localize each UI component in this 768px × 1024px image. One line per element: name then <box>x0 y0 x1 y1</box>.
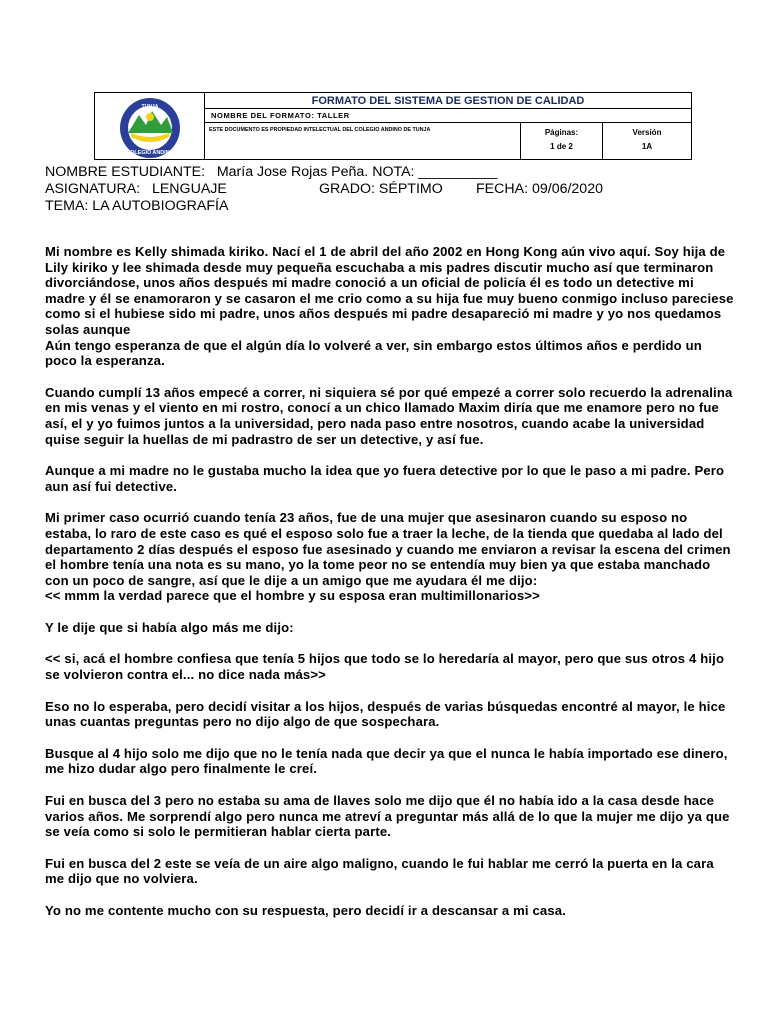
header-info-row <box>205 123 691 159</box>
paragraph: Cuando cumplí 13 años empecé a correr, ni siquiera sé por qué empezé a correr solo recuerdo la adrenalina en mis venas y el viento en mi rostro, conocí a un chico llamado Maxim diría que me enamore pero no fue así, el y yo fuimos juntos a la universidad, pero nada paso entre nosotros, cuando acabe la universidad quise seguir la huellas de mi padrastro de ser un detective, y así fue. <box>45 384 733 447</box>
subject-label: ASIGNATURA: LENGUAJE <box>45 181 227 197</box>
pages-cell <box>521 123 603 159</box>
school-logo-icon <box>109 97 191 159</box>
pages-label: Páginas: <box>544 128 579 137</box>
paragraph: Fui en busca del 2 este se veía de un aire algo maligno, cuando le fui hablar me cerró la puerta en la cara me dijo que no volviera. <box>45 855 714 887</box>
logo-top-text: TUNJA <box>141 104 159 110</box>
version-value: 1A <box>641 142 653 151</box>
header-title: FORMATO DEL SISTEMA DE GESTION DE CALIDAD <box>205 93 691 109</box>
logo-bottom-text: COLEGIO ANDINO <box>126 150 174 156</box>
paragraph: Y le dije que si había algo más me dijo: <box>45 619 294 635</box>
property-notice: ESTE DOCUMENTO ES PROPIEDAD INTELECTUAL DEL COLEGIO ANDINO DE TUNJA <box>205 123 521 159</box>
paragraph: Busque al 4 hijo solo me dijo que no le tenía nada que decir ya que el nunca le había importado ese dinero, me hizo dudar algo pero finalmente le creí. <box>45 745 728 777</box>
paragraph: Aún tengo esperanza de que el algún día lo volveré a ver, sin embargo estos últimos años e perdido un poco la esperanza. <box>45 337 702 369</box>
subject-grade-date-line <box>45 181 603 198</box>
format-name: NOMBRE DEL FORMATO: TALLER <box>205 109 691 123</box>
version-label: Versión <box>632 128 662 137</box>
header-table <box>94 92 692 160</box>
paragraph: Yo no me contente mucho con su respuesta, pero decidí ir a descansar a mi casa. <box>45 903 566 918</box>
paragraph: << si, acá el hombre confiesa que tenía 5 hijos que todo se lo heredaría al mayor, pero que sus otros 4 hijo se volvieron contra el... no dice nada más>> <box>45 651 725 683</box>
paragraph: Mi nombre es Kelly shimada kiriko. Nací el 1 de abril del año 2002 en Hong Kong aún vivo aquí. Soy hija de Lily kiriko y lee shimada desde muy pequeña escuchaba a mis padres discutir mucho así que terminaron divorciándose, unos años después mi madre conoció a un oficial de policía él es todo un detective mi madre y él se enamoraron y se casaron el me crio como a su hija fue muy bueno conmigo incluso pareciese como si el hubiese sido mi padre, unos años después mi padre desapareció mi madre y yo nos quedamos solas aunque <box>45 244 734 337</box>
topic-line: TEMA: LA AUTOBIOGRAFÍA <box>45 198 229 214</box>
pages-value: 1 de 2 <box>550 142 573 151</box>
paragraph: << mmm la verdad parece que el hombre y su esposa eran multimillonarios>> <box>45 588 540 604</box>
logo-cell <box>95 93 205 159</box>
version-cell <box>603 123 691 162</box>
paragraph: Aunque a mi madre no le gustaba mucho la idea que yo fuera detective por lo que le paso a mi padre. Pero aun así fui detective. <box>45 463 725 494</box>
paragraph: Fui en busca del 3 pero no estaba su ama de llaves solo me dijo que él no había ido a la casa desde hace varios años. Me sorprendí algo pero nunca me atreví a preguntar más allá de lo que la mujer me dijo ya que se veía como si solo le permitieran hablar cierta parte. <box>45 793 730 840</box>
autobiography-text <box>45 244 735 935</box>
date-label: FECHA: 09/06/2020 <box>476 181 603 197</box>
student-name-line: NOMBRE ESTUDIANTE: María Jose Rojas Peña. NOTA: __________ <box>45 164 498 180</box>
grade-label: GRADO: SÉPTIMO <box>319 181 443 197</box>
paragraph: Eso no lo esperaba, pero decidí visitar a los hijos, después de varias búsquedas encontré al mayor, le hice unas cuantas preguntas pero no dijo algo de que sospechara. <box>45 698 726 730</box>
paragraph: Mi primer caso ocurrió cuando tenía 23 años, fue de una mujer que asesinaron cuando su esposo no estaba, lo raro de este caso es qué el esposo solo fue a traer la leche, de la tienda que quedaba al lado del departamento 2 días después el esposo fue asesinado y cuando me enviaron a revisar la escena del crimen el hombre tenía una nota es su mano, yo la tome peor no se entendía muy bien ya que estaba manchado con un poco de sangre, así que le dije a un amigo que me ayudara él me dijo: <box>45 510 731 588</box>
